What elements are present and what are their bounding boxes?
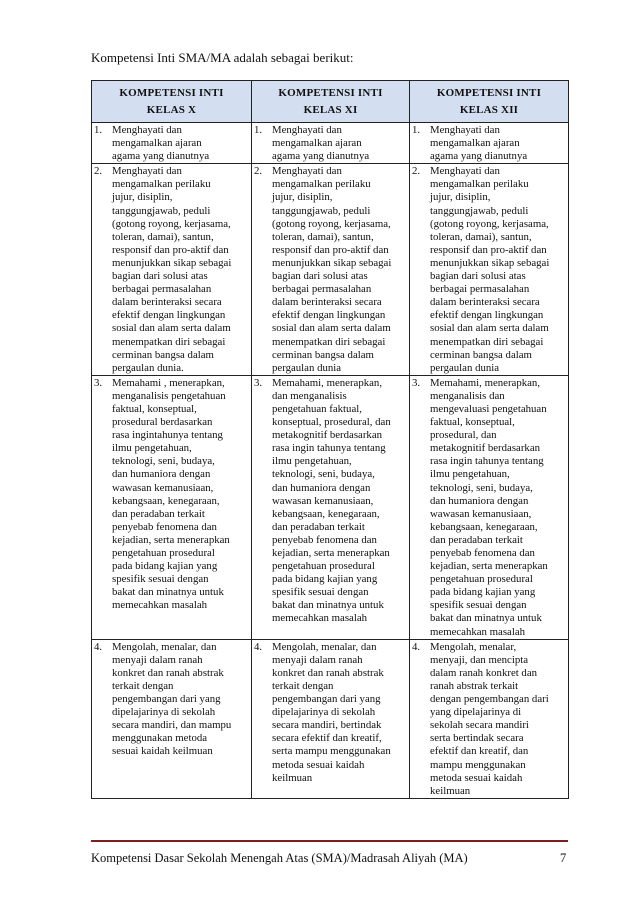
header-line: KOMPETENSI INTI (436, 86, 542, 99)
header-kelas-xii (410, 81, 569, 123)
item-number: 3. (94, 376, 103, 389)
table-header-row (92, 81, 569, 123)
table-cell (252, 164, 410, 376)
table-cell (410, 164, 569, 376)
header-line: KELAS XII (459, 103, 519, 116)
table-cell (92, 375, 252, 639)
footer-rule (91, 840, 568, 842)
table-cell (252, 123, 410, 164)
footer-title: Kompetensi Dasar Sekolah Menengah Atas (SMA)/Madrasah Aliyah (MA) (91, 851, 468, 865)
item-text: Menghayati dan mengamalkan ajaran agama yang dianutnya (430, 124, 528, 163)
item-text: Memahami, menerapkan, menganalisis dan mengevaluasi pengetahuan faktual, konseptual, prosedural, dan metakognitif berdasarkan rasa ingin tahunya tentang ilmu pengetahuan, teknologi, seni, budaya, dan humaniora dengan wawasan kemanusiaan, kebangsaan, kenegaraan, dan peradaban terkait penyebab fenomena dan kejadian, serta menerapkan pengetahuan prosedural pada bidang kajian yang spesifik sesuai dengan bakat dan minatnya untuk memecahkan masalah (430, 376, 548, 638)
intro-text: Kompetensi Inti SMA/MA adalah sebagai berikut: (91, 50, 354, 65)
item-text: Menghayati dan mengamalkan perilaku jujur, disiplin, tanggungjawab, peduli (gotong royong, kerjasama, toleran, damai), santun, responsif dan pro-aktif dan menunjukkan sikap sebagai bagian dari solusi atas berbagai permasalahan dalam berinteraksi secara efektif dengan lingkungan sosial dan alam serta dalam menempatkan diri sebagai cerminan bangsa dalam pergaulan dunia (272, 165, 392, 374)
table-cell (92, 639, 252, 798)
table-row (92, 123, 569, 164)
table-cell (410, 639, 569, 798)
item-text: Mengolah, menalar, dan menyaji dalam ranah konkret dan ranah abstrak terkait dengan pengembangan dari yang dipelajarinya di sekolah secara mandiri, dan mampu menggunakan metoda sesuai kaidah keilmuan (112, 640, 232, 758)
item-number: 4. (254, 640, 263, 653)
table-cell (410, 123, 569, 164)
item-text: Menghayati dan mengamalkan perilaku jujur, disiplin, tanggungjawab, peduli (gotong royong, kerjasama, toleran, damai), santun, responsif dan pro-aktif dan menunjukkan sikap sebagai bagian dari solusi atas berbagai permasalahan dalam berinteraksi secara efektif dengan lingkungan sosial dan alam serta dalam menempatkan diri sebagai cerminan bangsa dalam pergaulan dunia (430, 165, 550, 374)
item-number: 2. (254, 165, 263, 178)
item-number: 2. (94, 165, 103, 178)
item-number: 3. (412, 376, 421, 389)
header-line: KOMPETENSI INTI (119, 86, 224, 99)
item-text: Menghayati dan mengamalkan ajaran agama yang dianutnya (112, 124, 210, 163)
item-number: 1. (254, 124, 263, 136)
item-text: Menghayati dan mengamalkan perilaku jujur, disiplin, tanggungjawab, peduli (gotong royong, kerjasama, toleran, damai), santun, responsif dan pro-aktif dan menunjukkan sikap sebagai bagian dari solusi atas berbagai permasalahan dalam berinteraksi secara efektif dengan lingkungan sosial dan alam serta dalam menempatkan diri sebagai cerminan bangsa dalam pergaulan dunia. (112, 165, 232, 374)
item-text: Memahami , menerapkan, menganalisis pengetahuan faktual, konseptual, prosedural berdasarkan rasa ingintahunya tentang ilmu pengetahuan, teknologi, seni, budaya, dan humaniora dengan wawasan kemanusiaan, kebangsaan, kenegaraan, dan peradaban terkait penyebab fenomena dan kejadian, serta menerapkan pengetahuan prosedural pada bidang kajian yang spesifik sesuai dengan bakat dan minatnya untuk memecahkan masalah (112, 376, 230, 612)
item-number: 1. (412, 124, 421, 136)
header-kelas-x (92, 81, 252, 123)
table-cell (252, 639, 410, 798)
header-line: KELAS X (146, 103, 197, 116)
item-text: Memahami, menerapkan, dan menganalisis pengetahuan faktual, konseptual, prosedural, dan metakognitif berdasarkan rasa ingin tahunya tentang ilmu pengetahuan, teknologi, seni, budaya, dan humaniora dengan wawasan kemanusiaan, kebangsaan, kenegaraan, dan peradaban terkait penyebab fenomena dan kejadian, serta menerapkan pengetahuan prosedural pada bidang kajian yang spesifik sesuai dengan bakat dan minatnya untuk memecahkan masalah (272, 376, 391, 625)
kompetensi-inti-table (91, 80, 569, 799)
table-cell (410, 375, 569, 639)
header-line: KOMPETENSI INTI (278, 86, 383, 99)
item-text: Mengolah, menalar, menyaji, dan mencipta dalam ranah konkret dan ranah abstrak terkait dengan pengembangan dari yang dipelajarinya di sekolah secara mandiri serta bertindak secara efektif dan kreatif, dan mampu menggunakan metoda sesuai kaidah keilmuan (430, 640, 549, 797)
item-text: Mengolah, menalar, dan menyaji dalam ranah konkret dan ranah abstrak terkait dengan pengembangan dari yang dipelajarinya di sekolah secara mandiri, bertindak secara efektif dan kreatif, serta mampu menggunakan metoda sesuai kaidah keilmuan (272, 640, 391, 784)
table-cell (252, 375, 410, 639)
item-number: 4. (412, 640, 421, 653)
header-line: KELAS XI (303, 103, 358, 116)
item-number: 4. (94, 640, 103, 653)
table-row (92, 164, 569, 376)
item-text: Menghayati dan mengamalkan ajaran agama yang dianutnya (272, 124, 370, 163)
item-number: 3. (254, 376, 263, 389)
page-number: 7 (560, 851, 567, 865)
table-row (92, 375, 569, 639)
item-number: 2. (412, 165, 421, 178)
table-cell (92, 164, 252, 376)
item-number: 1. (94, 124, 103, 136)
table-row (92, 639, 569, 798)
header-kelas-xi (252, 81, 410, 123)
table-cell (92, 123, 252, 164)
